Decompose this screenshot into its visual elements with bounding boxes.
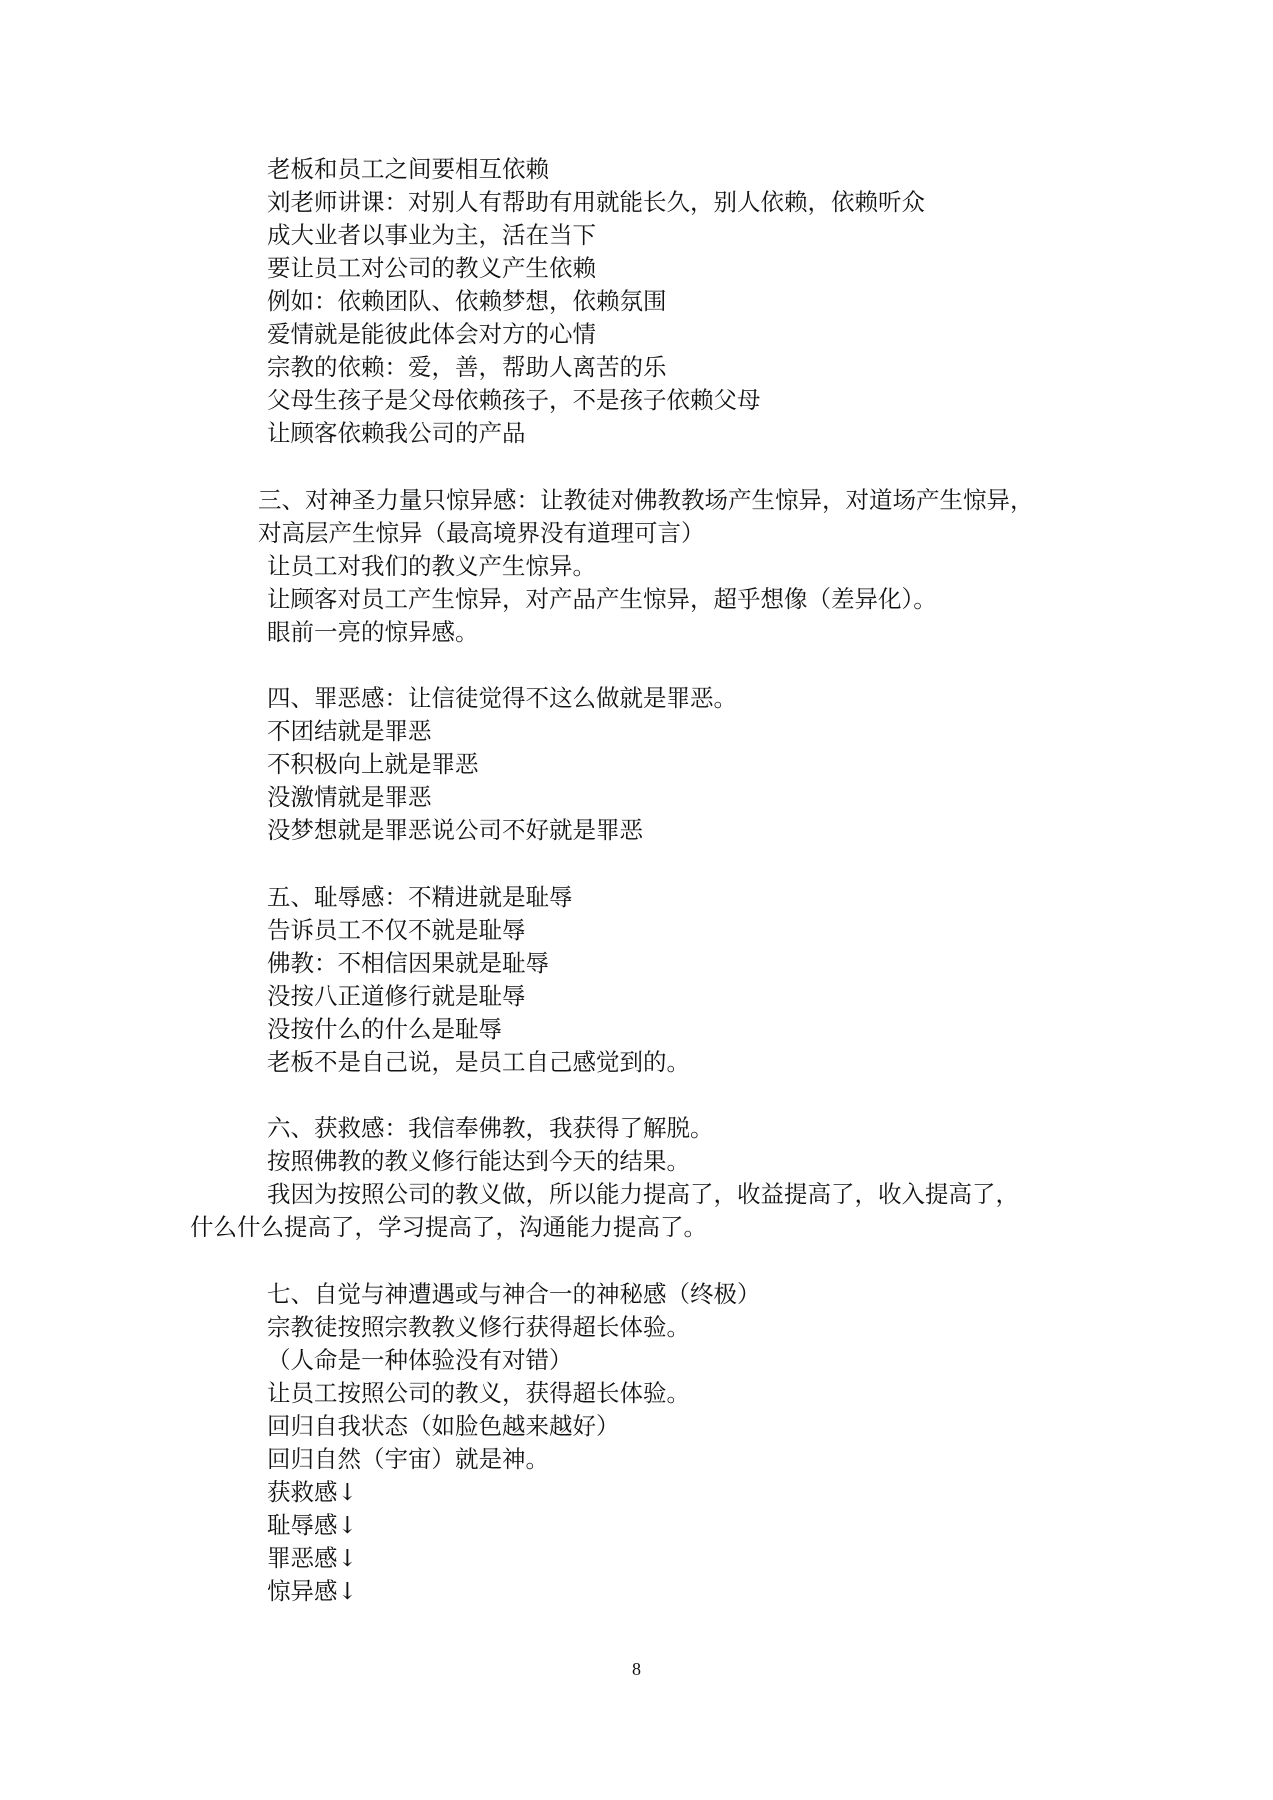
section-heading-7: 七、自觉与神遭遇或与神合一的神秘感（终极） <box>267 1280 761 1308</box>
section-heading-5: 五、耻辱感：不精进就是耻辱 <box>267 883 573 911</box>
text-line: 什么什么提高了，学习提高了，沟通能力提高了。 <box>190 1213 707 1241</box>
text-line: 宗教徒按照宗教教义修行获得超长体验。 <box>267 1313 690 1341</box>
text-line: 眼前一亮的惊异感。 <box>267 618 479 646</box>
text-line: 回归自我状态（如脸色越来越好） <box>267 1412 620 1440</box>
section-heading-6: 六、获救感：我信奉佛教，我获得了解脱。 <box>267 1114 714 1142</box>
list-item: 耻辱感↓ <box>267 1511 358 1539</box>
text-line: 不积极向上就是罪恶 <box>267 750 479 778</box>
page-number: 8 <box>632 1659 641 1679</box>
list-item: 罪恶感↓ <box>267 1544 358 1572</box>
text-line: 让顾客依赖我公司的产品 <box>267 419 526 447</box>
text-line: 回归自然（宇宙）就是神。 <box>267 1445 549 1473</box>
text-line: 我因为按照公司的教义做，所以能力提高了，收益提高了，收入提高了， <box>267 1180 1019 1208</box>
list-item: 惊异感↓ <box>267 1577 358 1605</box>
text-line: 让员工按照公司的教义，获得超长体验。 <box>267 1379 690 1407</box>
text-line: 让员工对我们的教义产生惊异。 <box>267 552 596 580</box>
text-line: 没梦想就是罪恶说公司不好就是罪恶 <box>267 816 643 844</box>
text-line: 老板不是自己说，是员工自己感觉到的。 <box>267 1048 690 1076</box>
text-line: 爱情就是能彼此体会对方的心情 <box>267 320 596 348</box>
text-line: 对高层产生惊异（最高境界没有道理可言） <box>258 519 705 547</box>
text-line: 没按八正道修行就是耻辱 <box>267 982 526 1010</box>
list-item: 获救感↓ <box>267 1478 358 1506</box>
text-line: 刘老师讲课：对别人有帮助有用就能长久，别人依赖，依赖听众 <box>267 188 925 216</box>
text-line: 佛教：不相信因果就是耻辱 <box>267 949 549 977</box>
text-line: 成大业者以事业为主，活在当下 <box>267 221 596 249</box>
text-line: 父母生孩子是父母依赖孩子，不是孩子依赖父母 <box>267 386 761 414</box>
text-line: 没按什么的什么是耻辱 <box>267 1015 502 1043</box>
text-line: 让顾客对员工产生惊异，对产品产生惊异，超乎想像（差异化）。 <box>267 585 937 613</box>
section-heading-3: 三、对神圣力量只惊异感：让教徒对佛教教场产生惊异，对道场产生惊异， <box>258 486 1034 514</box>
text-line: 老板和员工之间要相互依赖 <box>267 155 549 183</box>
text-line: 宗教的依赖：爱，善，帮助人离苦的乐 <box>267 353 667 381</box>
text-line: （人命是一种体验没有对错） <box>267 1346 573 1374</box>
text-line: 告诉员工不仅不就是耻辱 <box>267 916 526 944</box>
text-line: 不团结就是罪恶 <box>267 717 432 745</box>
text-line: 没激情就是罪恶 <box>267 783 432 811</box>
text-line: 要让员工对公司的教义产生依赖 <box>267 254 596 282</box>
text-line: 例如：依赖团队、依赖梦想，依赖氛围 <box>267 287 667 315</box>
text-line: 按照佛教的教义修行能达到今天的结果。 <box>267 1147 690 1175</box>
section-heading-4: 四、罪恶感：让信徒觉得不这么做就是罪恶。 <box>267 684 737 712</box>
